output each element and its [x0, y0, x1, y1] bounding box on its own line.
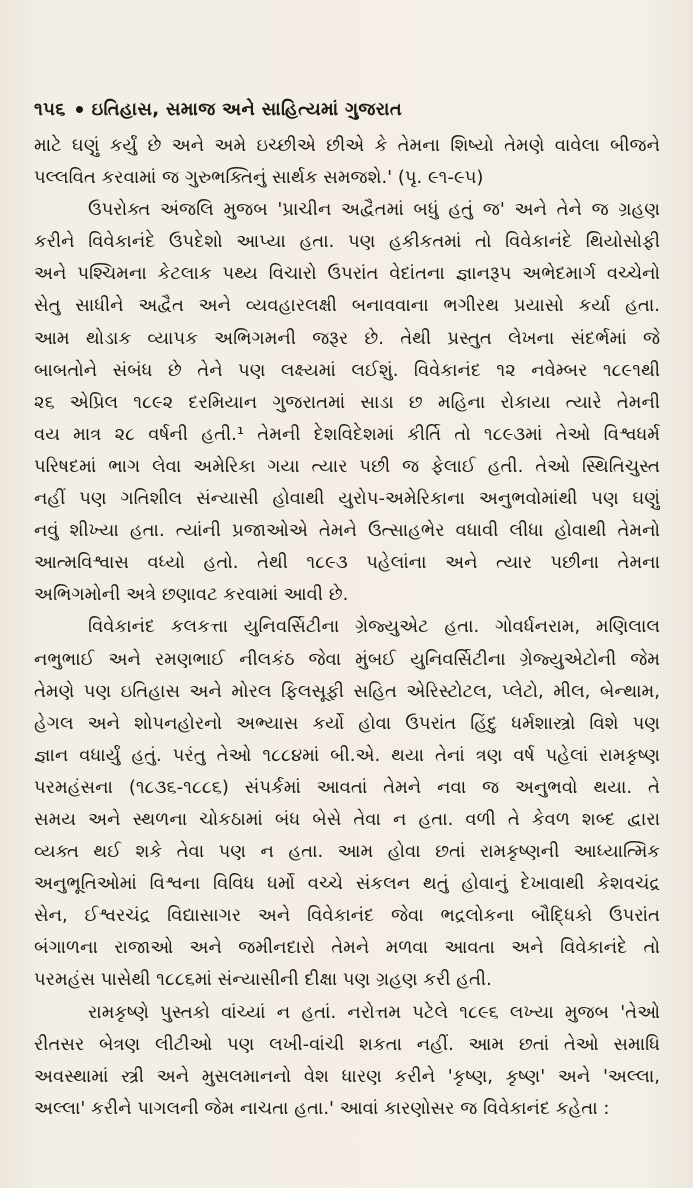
text-line: સમય અને સ્થળના ચોકઠામાં બંધ બેસે તેવા ન હતા. વળી તે કેવળ શબ્દ દ્વારા [34, 808, 660, 830]
text-line: હેગલ અને શોપનહોરનો અભ્યાસ કર્યો હોવા ઉપરાંત હિંદુ ધર્મશાસ્ત્રો વિશે પણ [34, 712, 660, 734]
page-number: ૧૫૬ [34, 98, 66, 120]
text-line: પલ્લવિત કરવામાં જ ગુરુભક્તિનું સાર્થક સમજશે.' (પૃ. ૯૧-૯૫) [34, 167, 484, 189]
book-title: ઇતિહાસ, સમાજ અને સાહિત્યમાં ગુજરાત [91, 98, 402, 120]
text-line: આત્મવિશ્વાસ વધ્યો હતો. તેથી ૧૮૯૩ પહેલાંના અને ત્યાર પછીના તેમના [34, 552, 660, 574]
text-line: વય માત્ર ૨૮ વર્ષની હતી.¹ તેમની દેશવિદેશમાં કીર્તિ તો ૧૮૯૩માં તેઓ વિશ્વધર્મ [34, 423, 660, 445]
text-line: બાબતોને સંબંધ છે તેને પણ લક્ષ્યમાં લઈશું. વિવેકાનંદ ૧૨ નવેમ્બર ૧૮૯૧થી [34, 359, 660, 381]
running-head [34, 92, 402, 126]
text-line: અભિગમોની અત્રે છણાવટ કરવામાં આવી છે. [34, 584, 349, 606]
text-line: પરિષદમાં ભાગ લેવા અમેરિકા ગયા ત્યાર પછી જ ફેલાઈ હતી. તેઓ સ્થિતિચુસ્ત [34, 455, 660, 477]
body-text [34, 130, 660, 1125]
text-line: પરમહંસ પાસેથી ૧૮૮૬માં સંન્યાસીની દીક્ષા પણ ગ્રહણ કરી હતી. [34, 969, 492, 991]
text-line: જ્ઞાન વધાર્યું હતું. પરંતુ તેઓ ૧૮૮૪માં બી.એ. થયા તેનાં ત્રણ વર્ષ પહેલાં રામકૃષ્ણ [34, 744, 660, 766]
text-line: નભુભાઈ અને રમણભાઈ નીલકંઠ જેવા મુંબઈ યુનિવર્સિટીના ગ્રેજ્યુએટોની જેમ [34, 648, 660, 670]
text-line: અવસ્થામાં સ્ત્રી અને મુસલમાનનો વેશ ધારણ કરીને 'કૃષ્ણ, કૃષ્ણ' અને 'અલ્લા, [34, 1065, 660, 1087]
text-line: સેન, ઈશ્વરચંદ્ર વિદ્યાસાગર અને વિવેકાનંદ જેવા ભદ્રલોકના બૌદ્ધિકો ઉપરાંત [34, 905, 660, 927]
text-line: વિવેકાનંદ કલકત્તા યુનિવર્સિટીના ગ્રેજ્યુએટ હતા. ગોવર્ધનરામ, મણિલાલ [88, 616, 660, 638]
text-line: નહીં પણ ગતિશીલ સંન્યાસી હોવાથી યુરોપ-અમેરિકાના અનુભવોમાંથી પણ ઘણું [34, 488, 660, 510]
text-line: આમ થોડાક વ્યાપક અભિગમની જરૂર છે. તેથી પ્રસ્તુત લેખના સંદર્ભમાં જે [34, 327, 660, 349]
text-line: તેમણે પણ ઇતિહાસ અને મોરલ ફિલસૂફી સહિત એરિસ્ટોટલ, પ્લેટો, મીલ, બેન્થામ, [34, 680, 660, 702]
text-line: રીતસર બેત્રણ લીટીઓ પણ લખી-વાંચી શકતા નહીં. આમ છતાં તેઓ સમાધિ [34, 1033, 660, 1055]
text-line: બંગાળના રાજાઓ અને જમીનદારો તેમને મળવા આવતા અને વિવેકાનંદે તો [34, 937, 660, 959]
text-line: અલ્લા' કરીને પાગલની જેમ નાચતા હતા.' આવાં કારણોસર જ વિવેકાનંદ કહેતા : [34, 1097, 610, 1119]
text-line: અનુભૂતિઓમાં વિશ્વના વિવિધ ધર્મો વચ્ચે સંકલન થતું હોવાનું દેખાવાથી કેશવચંદ્ર [34, 873, 660, 895]
text-line: માટે ઘણું કર્યું છે અને અમે ઇચ્છીએ છીએ કે તેમના શિષ્યો તેમણે વાવેલા બીજને [34, 135, 660, 156]
text-line: રામકૃષ્ણે પુસ્તકો વાંચ્યાં ન હતાં. નરોત્તમ પટેલે ૧૮૯૬ લખ્યા મુજબ 'તેઓ [88, 1001, 660, 1023]
text-line: કરીને વિવેકાનંદે ઉપદેશો આપ્યા હતા. પણ હકીકતમાં તો વિવેકાનંદે થિયોસોફી [34, 231, 660, 253]
text-line: નવું શીખ્યા હતા. ત્યાંની પ્રજાઓએ તેમને ઉત્સાહભેર વધાવી લીધા હોવાથી તેમનો [34, 520, 660, 542]
text-line: પરમહંસના (૧૮૩૬-૧૮૮૬) સંપર્કમાં આવતાં તેમને નવા જ અનુભવો થયા. તે [34, 776, 660, 798]
text-line: વ્યક્ત થઈ શકે તેવા પણ ન હતા. આમ હોવા છતાં રામકૃષ્ણની આધ્યાત્મિક [34, 841, 660, 863]
text-line: સેતુ સાધીને અદ્વૈત અને વ્યવહારલક્ષી બનાવવાના ભગીરથ પ્રયાસો કર્યા હતા. [34, 295, 660, 317]
bullet-dot-icon [76, 106, 83, 113]
text-line: અને પશ્ચિમના કેટલાક પથ્ય વિચારો ઉપરાંત વેદાંતના જ્ઞાનરૂપ અભેદમાર્ગ વચ્ચેનો [34, 263, 660, 285]
text-line: ૨૬ એપ્રિલ ૧૮૯૨ દરમિયાન ગુજરાતમાં સાડા છ મહિના રોકાયા ત્યારે તેમની [34, 391, 660, 413]
text-line: ઉપરોક્ત અંજલિ મુજબ 'પ્રાચીન અદ્વૈતમાં બધું હતું જ' અને તેને જ ગ્રહણ [88, 199, 660, 221]
